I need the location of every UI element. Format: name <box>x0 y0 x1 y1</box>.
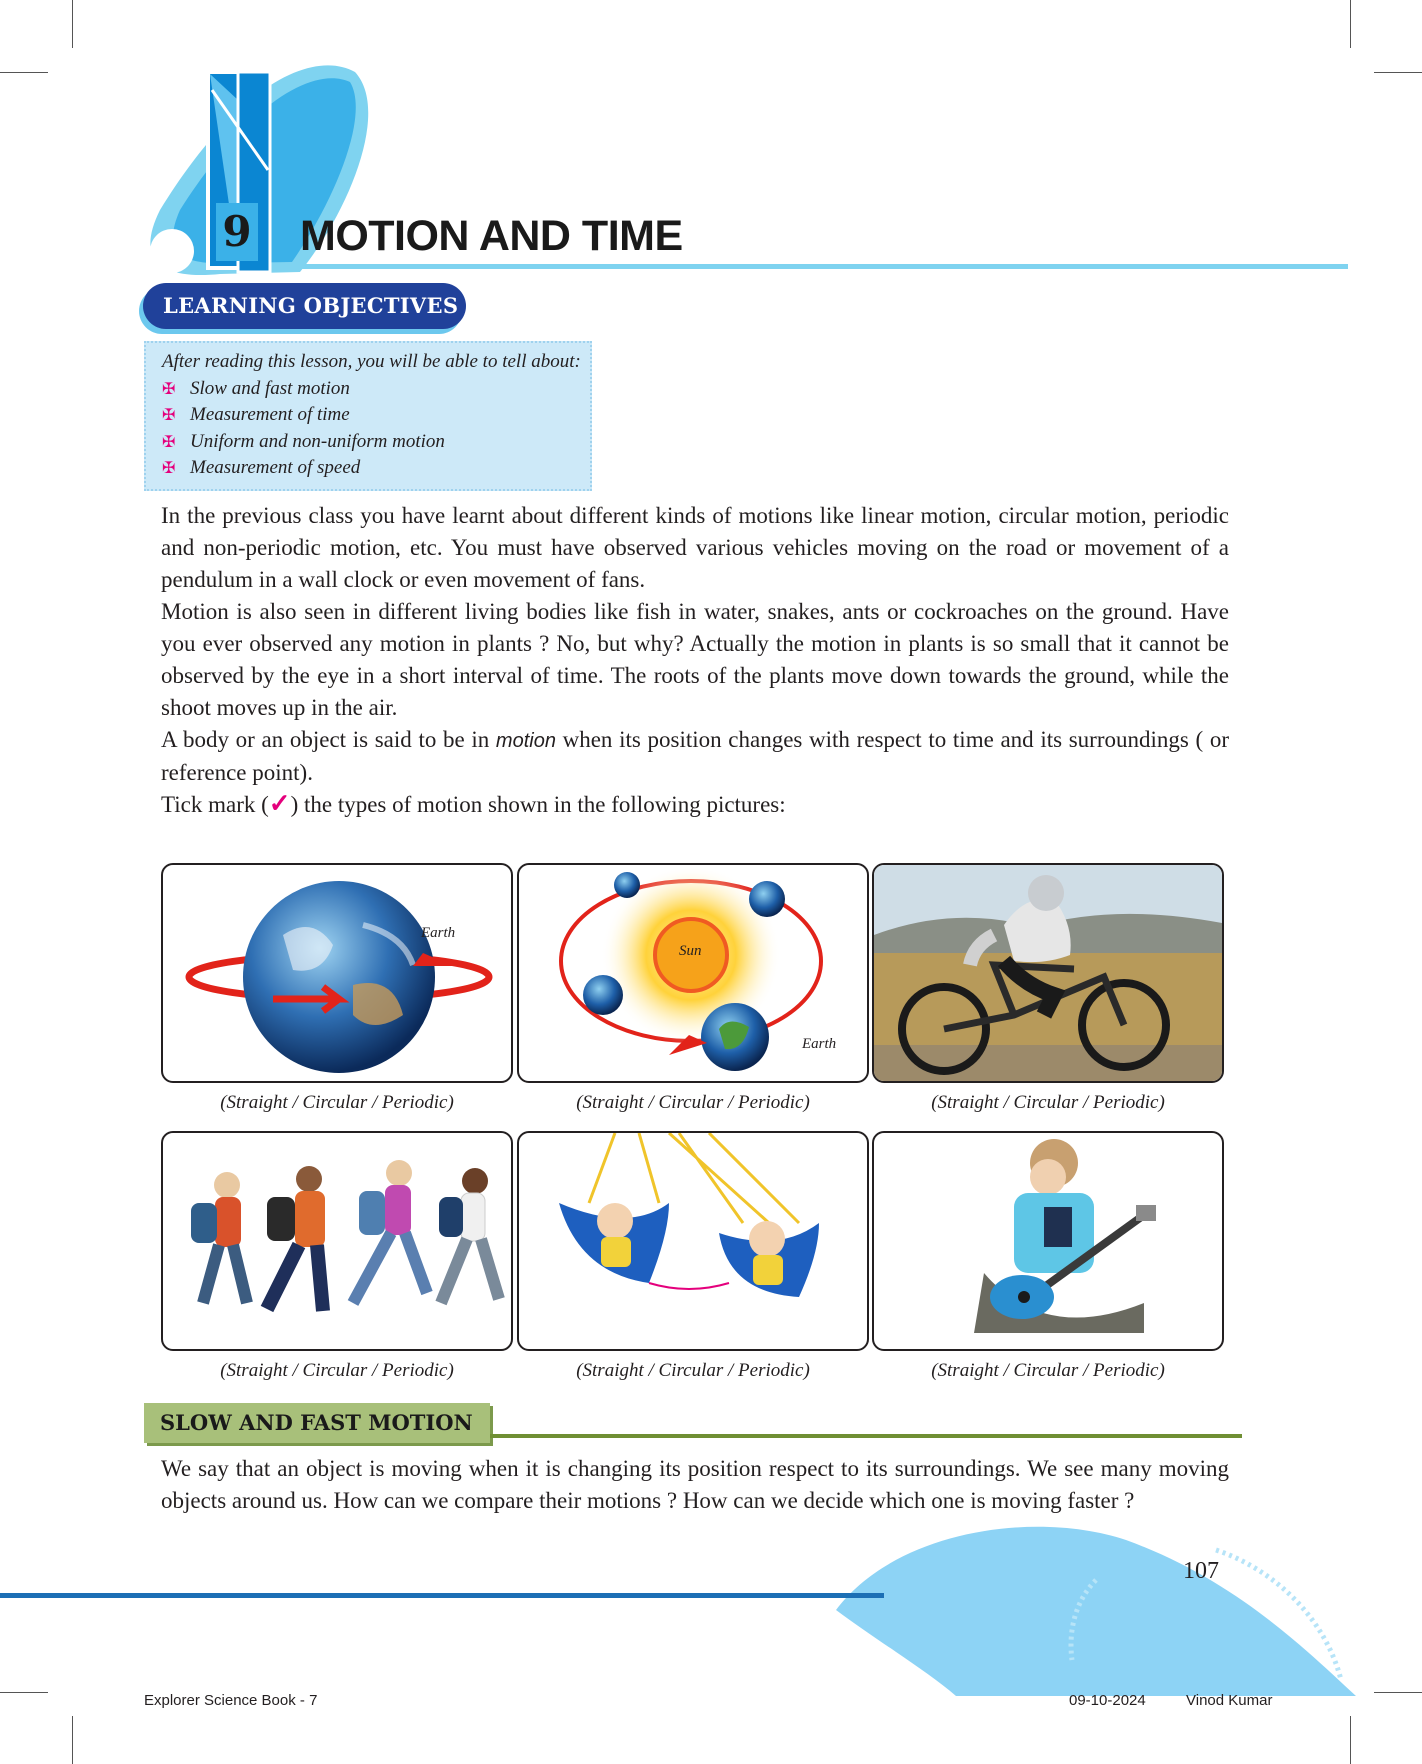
picture-earth-orbit <box>517 863 869 1083</box>
bullet-icon: ✠ <box>162 381 176 398</box>
crop-mark <box>72 0 73 48</box>
paragraph-motion-definition: A body or an object is said to be in motion when its position changes with respect to time and its surroundings ( or reference point). <box>161 727 1229 785</box>
boy-guitar-photo <box>874 1133 1222 1349</box>
picture-caption: (Straight / Circular / Periodic) <box>576 1092 810 1113</box>
picture-caption: (Straight / Circular / Periodic) <box>931 1092 1165 1113</box>
crop-mark <box>1374 72 1422 73</box>
paragraph-intro: In the previous class you have learnt about different kinds of motions like linear motion, circular motion, periodic and non-periodic motion, etc. You must have observed various vehicles moving on the road or movement of a pendulum in a wall clock or even movement of fans. <box>161 503 1229 592</box>
picture-boy-guitar <box>872 1131 1224 1351</box>
motion-term: motion <box>495 730 556 752</box>
objective-item: ✠ Slow and fast motion <box>162 378 350 399</box>
earth-rotation-illustration <box>163 865 511 1081</box>
section-heading: SLOW AND FAST MOTION <box>160 1410 473 1435</box>
picture-cyclist <box>872 863 1224 1083</box>
sun-label: Sun <box>679 943 702 959</box>
picture-children-running <box>161 1131 513 1351</box>
crop-mark <box>1374 1692 1422 1693</box>
cyclist-photo <box>874 865 1222 1081</box>
earth-label: Earth <box>421 925 456 941</box>
children-running-photo <box>163 1133 511 1349</box>
footer-date: 09-10-2024 <box>1069 1692 1146 1709</box>
picture-caption: (Straight / Circular / Periodic) <box>220 1092 454 1113</box>
crop-mark <box>0 1692 48 1693</box>
picture-caption: (Straight / Circular / Periodic) <box>931 1360 1165 1381</box>
picture-caption: (Straight / Circular / Periodic) <box>220 1360 454 1381</box>
bullet-icon: ✠ <box>162 460 176 477</box>
title-rule <box>286 264 1348 269</box>
earth-label: Earth <box>802 1036 837 1052</box>
paragraph-living-bodies: Motion is also seen in different living bodies like fish in water, snakes, ants or cockroaches on the ground. Have you ever observed any motion in plants ? No, but why? Actually the motion in plants is so small that it cannot be observed by the eye in a short interval of time. The roots of the plants move down towards the ground, while the shoot moves up in the air. <box>161 599 1229 720</box>
bullet-icon: ✠ <box>162 434 176 451</box>
page-corner-ornament <box>836 1510 1356 1696</box>
chapter-title: MOTION AND TIME <box>300 212 683 260</box>
crop-mark <box>1350 0 1351 48</box>
objective-item: ✠ Measurement of time <box>162 404 350 425</box>
learning-objectives-intro: After reading this lesson, you will be able to tell about: <box>162 351 581 372</box>
baby-swings-photo <box>519 1133 867 1349</box>
section-badge <box>144 1403 490 1443</box>
chapter-number: 9 <box>216 203 258 261</box>
page-number: 107 <box>1183 1558 1219 1584</box>
learning-objectives-box <box>144 341 592 491</box>
learning-objectives-badge <box>143 283 466 329</box>
objective-item: ✠ Measurement of speed <box>162 457 361 478</box>
footer-book-title: Explorer Science Book - 7 <box>144 1692 318 1709</box>
section-rule <box>490 1434 1242 1438</box>
picture-earth-rotation <box>161 863 513 1083</box>
learning-objectives-heading: LEARNING OBJECTIVES <box>163 293 459 318</box>
bottom-rule <box>0 1593 884 1598</box>
paragraph-tick-instruction: Tick mark (✓) the types of motion shown in the following pictures: <box>161 789 786 818</box>
crop-mark <box>1350 1716 1351 1764</box>
tick-mark-icon: ✓ <box>268 789 291 818</box>
picture-baby-swings <box>517 1131 869 1351</box>
objective-item: ✠ Uniform and non-uniform motion <box>162 431 445 452</box>
crop-mark <box>0 72 48 73</box>
footer-author: Vinod Kumar <box>1186 1692 1273 1709</box>
crop-mark <box>72 1716 73 1764</box>
picture-caption: (Straight / Circular / Periodic) <box>576 1360 810 1381</box>
bullet-icon: ✠ <box>162 407 176 424</box>
paragraph-slow-fast: We say that an object is moving when it is changing its position respect to its surroundings. We see many moving objects around us. How can we compare their motions ? How can we decide which one is moving faster ? <box>161 1456 1229 1513</box>
